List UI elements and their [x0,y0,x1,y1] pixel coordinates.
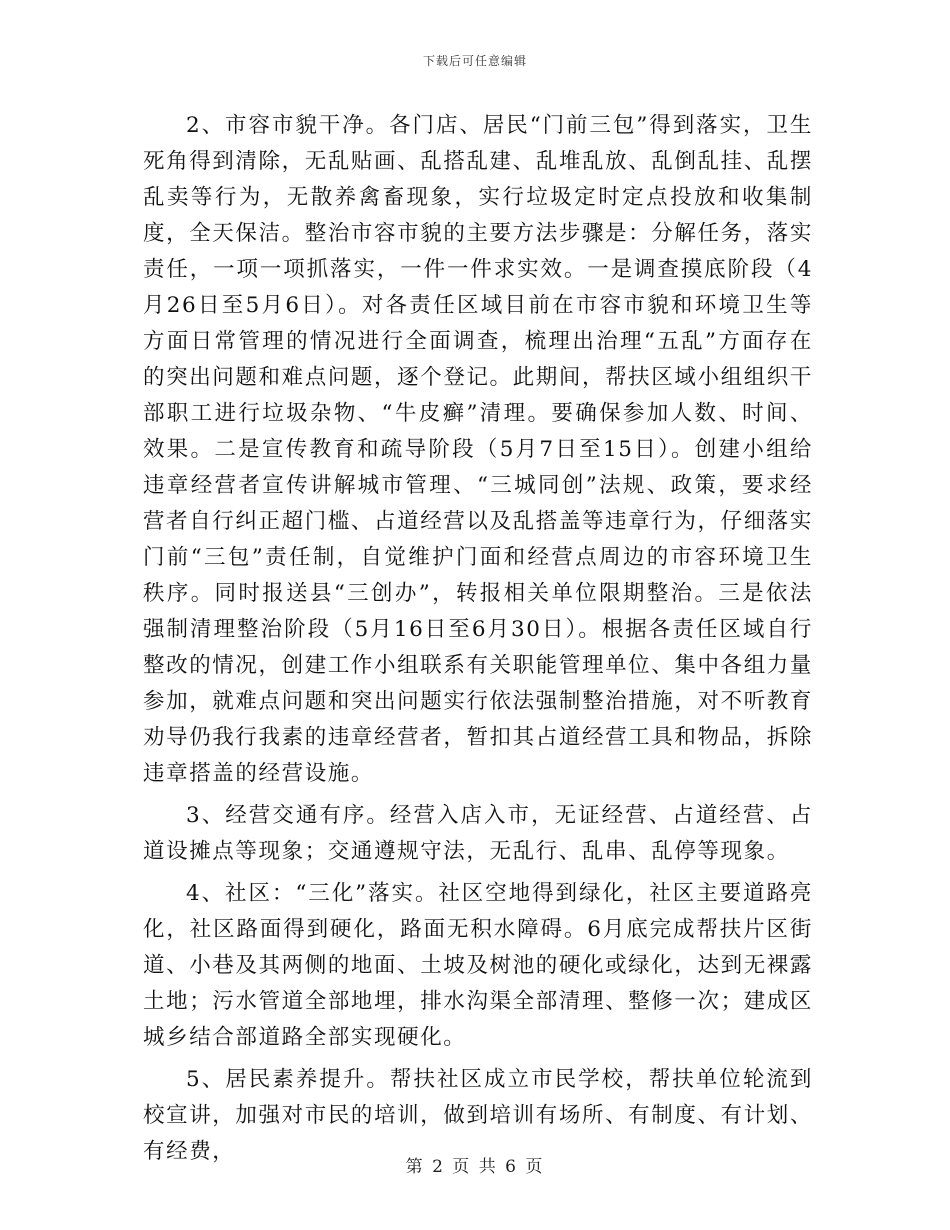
paragraph-resident-literacy: 5、居民素养提升。帮扶社区成立市民学校，帮扶单位轮流到校宣讲，加强对市民的培训，做到培训有场所、有制度、有计划、有经费， [143,1067,813,1164]
paragraph-market-appearance: 2、市容市貌干净。各门店、居民“门前三包”得到落实，卫生死角得到清除，无乱贴画、乱搭乱建、乱堆乱放、乱倒乱挂、乱摆乱卖等行为，无散养禽畜现象，实行垃圾定时定点投放和收集制度，全天保洁。整治市容市貌的主要方法步骤是：分解任务，落实责任，一项一项抓落实，一件一件求实效。一是调查摸底阶段（4月26日至5月6日）。对各责任区域目前在市容市貌和环境卫生等方面日常管理的情况进行全面调查，梳理出治理“五乱”方面存在的突出问题和难点问题，逐个登记。此期间，帮扶区域小组组织干部职工进行垃圾杂物、“牛皮癣”清理。要确保参加人数、时间、效果。二是宣传教育和疏导阶段（5月7日至15日）。创建小组给违章经营者宣传讲解城市管理、“三城同创”法规、政策，要求经营者自行纠正超门槛、占道经营以及乱搭盖等违章行为，仔细落实门前“三包”责任制，自觉维护门面和经营点周边的市容环境卫生秩序。同时报送县“三创办”，转报相关单位限期整治。三是依法强制清理整治阶段（5月16日至6月30日）。根据各责任区域自行整改的情况，创建工作小组联系有关职能管理单位、集中各组力量参加，就难点问题和突出问题实行依法强制整治措施，对不听教育劝导仍我行我素的违章经营者，暂扣其占道经营工具和物品，拆除违章搭盖的经营设施。 [143,113,813,786]
paragraph-community: 4、社区：“三化”落实。社区空地得到绿化，社区主要道路亮化，社区路面得到硬化，路面无积水障碍。6月底完成帮扶片区街道、小巷及其两侧的地面、土坡及树池的硬化或绿化，达到无裸露土地；污水管道全部地埋，排水沟渠全部清理、整修一次；建成区城乡结合部道路全部实现硬化。 [143,881,813,1050]
paragraph-business-traffic: 3、经营交通有序。经营入店入市，无证经营、占道经营、占道设摊点等现象；交通遵规守法，无乱行、乱串、乱停等现象。 [143,803,813,864]
document-body [143,108,813,1170]
page-number: 第 2 页 共 6 页 [405,1157,545,1177]
page-header-note: 下载后可任意编辑 [422,54,527,68]
